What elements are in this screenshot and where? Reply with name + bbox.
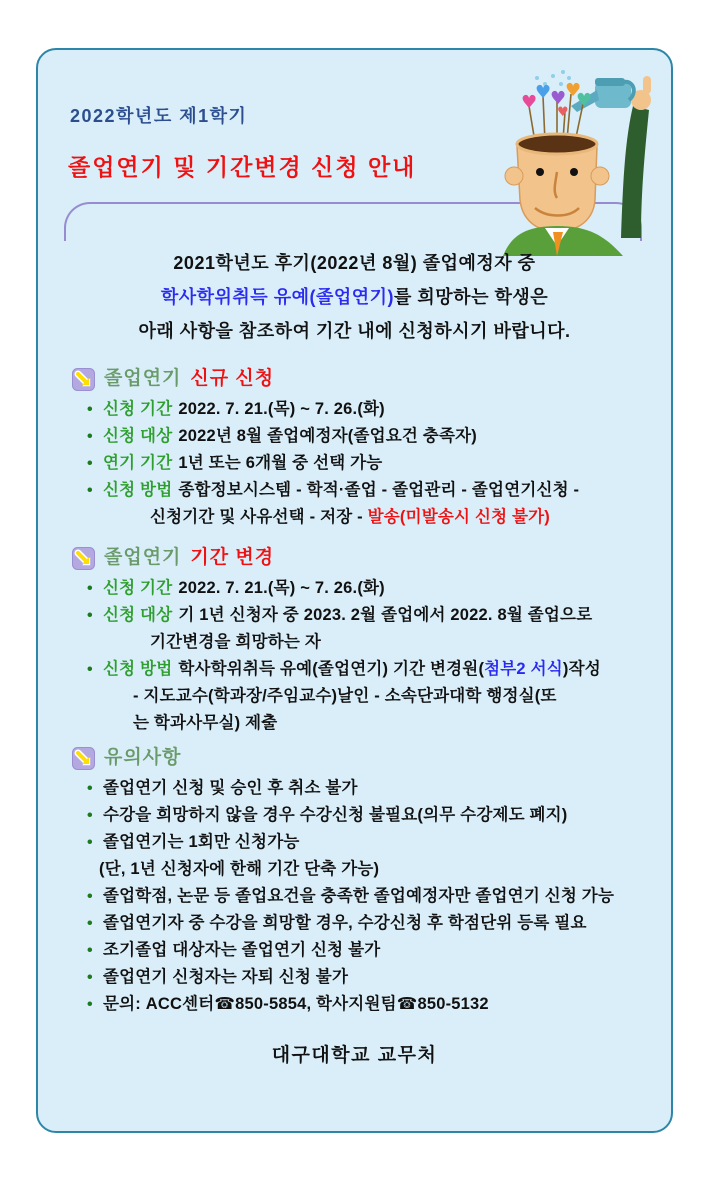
semester-label: 2022학년도 제1학기 [70, 106, 248, 126]
list-item-continuation [38, 856, 671, 883]
list-item-continuation [38, 629, 671, 656]
thumb [643, 76, 651, 94]
section-title-green: 졸업연기 [104, 368, 182, 389]
item-text: 1년 또는 6개월 중 선택 가능 [178, 454, 383, 472]
svg-text:♥: ♥ [550, 88, 567, 109]
item-label: 신청 방법 [103, 660, 173, 678]
item-text: 문의: ACC센터☎850-5854, 학사지원팀☎850-5132 [103, 995, 489, 1013]
list-item [38, 656, 671, 683]
item-label: 신청 방법 [103, 481, 173, 499]
item-text: )작성 [562, 660, 601, 678]
item-text: 신청기간 및 사유선택 - 저장 - [150, 508, 368, 526]
list-item [38, 991, 671, 1018]
arm-sleeve [621, 106, 649, 238]
section-header [72, 366, 671, 392]
item-text: 2022년 8월 졸업예정자(졸업요건 충족자) [178, 427, 477, 445]
list-item-continuation [38, 683, 671, 710]
list-item [38, 802, 671, 829]
section-title-red: 신규 신청 [190, 368, 275, 389]
list-item [38, 602, 671, 629]
item-text: - 지도교수(학과장/주임교수)날인 - 소속단과대학 행정실(또 [133, 687, 557, 705]
list-item [38, 883, 671, 910]
item-text: 졸업연기 신청 및 승인 후 취소 불가 [103, 779, 358, 797]
list-item-continuation [38, 504, 671, 531]
item-text: (단, 1년 신청자에 한해 기간 단축 가능) [99, 860, 380, 878]
item-text: 기간변경을 희망하는 자 [150, 633, 321, 651]
item-text: 2022. 7. 21.(목) ~ 7. 26.(화) [178, 400, 385, 418]
ear-left [505, 167, 523, 185]
item-text: 졸업연기는 1회만 신청가능 [103, 833, 300, 851]
list-item [38, 477, 671, 504]
arrow-down-right-icon [72, 747, 95, 770]
eye-right [570, 168, 578, 176]
list-item [38, 964, 671, 991]
intro-line-2-rest: 를 희망하는 학생은 [394, 287, 549, 307]
list-item [38, 575, 671, 602]
item-label: 신청 대상 [103, 427, 173, 445]
man-watering-idea-flowers-illustration [473, 60, 663, 256]
page-title: 졸업연기 및 기간변경 신청 안내 [68, 154, 417, 180]
section-header [72, 545, 671, 571]
section-period-change [38, 545, 671, 737]
section-item-list [38, 775, 671, 1018]
issuer-label: 대구대학교 교무처 [271, 1045, 438, 1066]
arrow-down-right-icon [72, 368, 95, 391]
section-title-green: 유의사항 [104, 747, 182, 768]
section-item-list [38, 575, 671, 737]
section-title-green: 졸업연기 [104, 547, 182, 568]
item-label: 신청 대상 [103, 606, 173, 624]
item-label: 신청 기간 [103, 400, 173, 418]
section-item-list [38, 396, 671, 531]
item-text: 는 학과사무실) 제출 [133, 714, 278, 732]
item-label: 연기 기간 [103, 454, 173, 472]
item-text-red: 발송(미발송시 신청 불가) [367, 508, 550, 526]
list-item [38, 450, 671, 477]
item-text: 기 1년 신청자 중 2023. 2월 졸업에서 2022. 8월 졸업으로 [178, 606, 593, 624]
item-text: 수강을 희망하지 않을 경우 수강신청 불필요(의무 수강제도 폐지) [103, 806, 568, 824]
list-item [38, 775, 671, 802]
item-text: 2022. 7. 21.(목) ~ 7. 26.(화) [178, 579, 385, 597]
section-title-red: 기간 변경 [190, 547, 275, 568]
intro-line-2 [38, 280, 671, 314]
item-label: 신청 기간 [103, 579, 173, 597]
item-text: 종합정보시스템 - 학적·졸업 - 졸업관리 - 졸업연기신청 - [178, 481, 580, 499]
item-text: 졸업연기 신청자는 자퇴 신청 불가 [103, 968, 349, 986]
svg-text:♥: ♥ [557, 105, 569, 120]
list-item-continuation [38, 710, 671, 737]
list-item [38, 910, 671, 937]
notice-card [36, 48, 673, 1133]
item-text: 조기졸업 대상자는 졸업연기 신청 불가 [103, 941, 381, 959]
intro-line-3: 아래 사항을 참조하여 기간 내에 신청하시기 바랍니다. [138, 321, 571, 341]
svg-text:♥: ♥ [576, 90, 593, 111]
svg-text:♥: ♥ [535, 82, 552, 103]
section-new-application [38, 366, 671, 531]
section-notes [38, 745, 671, 1018]
item-text: 졸업연기자 중 수강을 희망할 경우, 수강신청 후 학점단위 등록 필요 [103, 914, 587, 932]
arrow-down-right-icon [72, 547, 95, 570]
intro-paragraph [38, 246, 671, 348]
ear-right [591, 167, 609, 185]
intro-line-1: 2021학년도 후기(2022년 8월) 졸업예정자 중 [173, 253, 536, 273]
eye-left [536, 168, 544, 176]
item-text-blue: 첨부2 서식 [484, 660, 563, 678]
list-item [38, 396, 671, 423]
list-item [38, 937, 671, 964]
svg-text:♥: ♥ [521, 92, 538, 113]
list-item [38, 423, 671, 450]
item-text: 학사학위취득 유예(졸업연기) 기간 변경원( [178, 660, 485, 678]
item-text: 졸업학점, 논문 등 졸업요건을 충족한 졸업예정자만 졸업연기 신청 가능 [103, 887, 615, 905]
list-item [38, 829, 671, 856]
intro-highlight: 학사학위취득 유예(졸업연기) [160, 287, 395, 307]
svg-text:♥: ♥ [565, 80, 582, 101]
section-header [72, 745, 671, 771]
